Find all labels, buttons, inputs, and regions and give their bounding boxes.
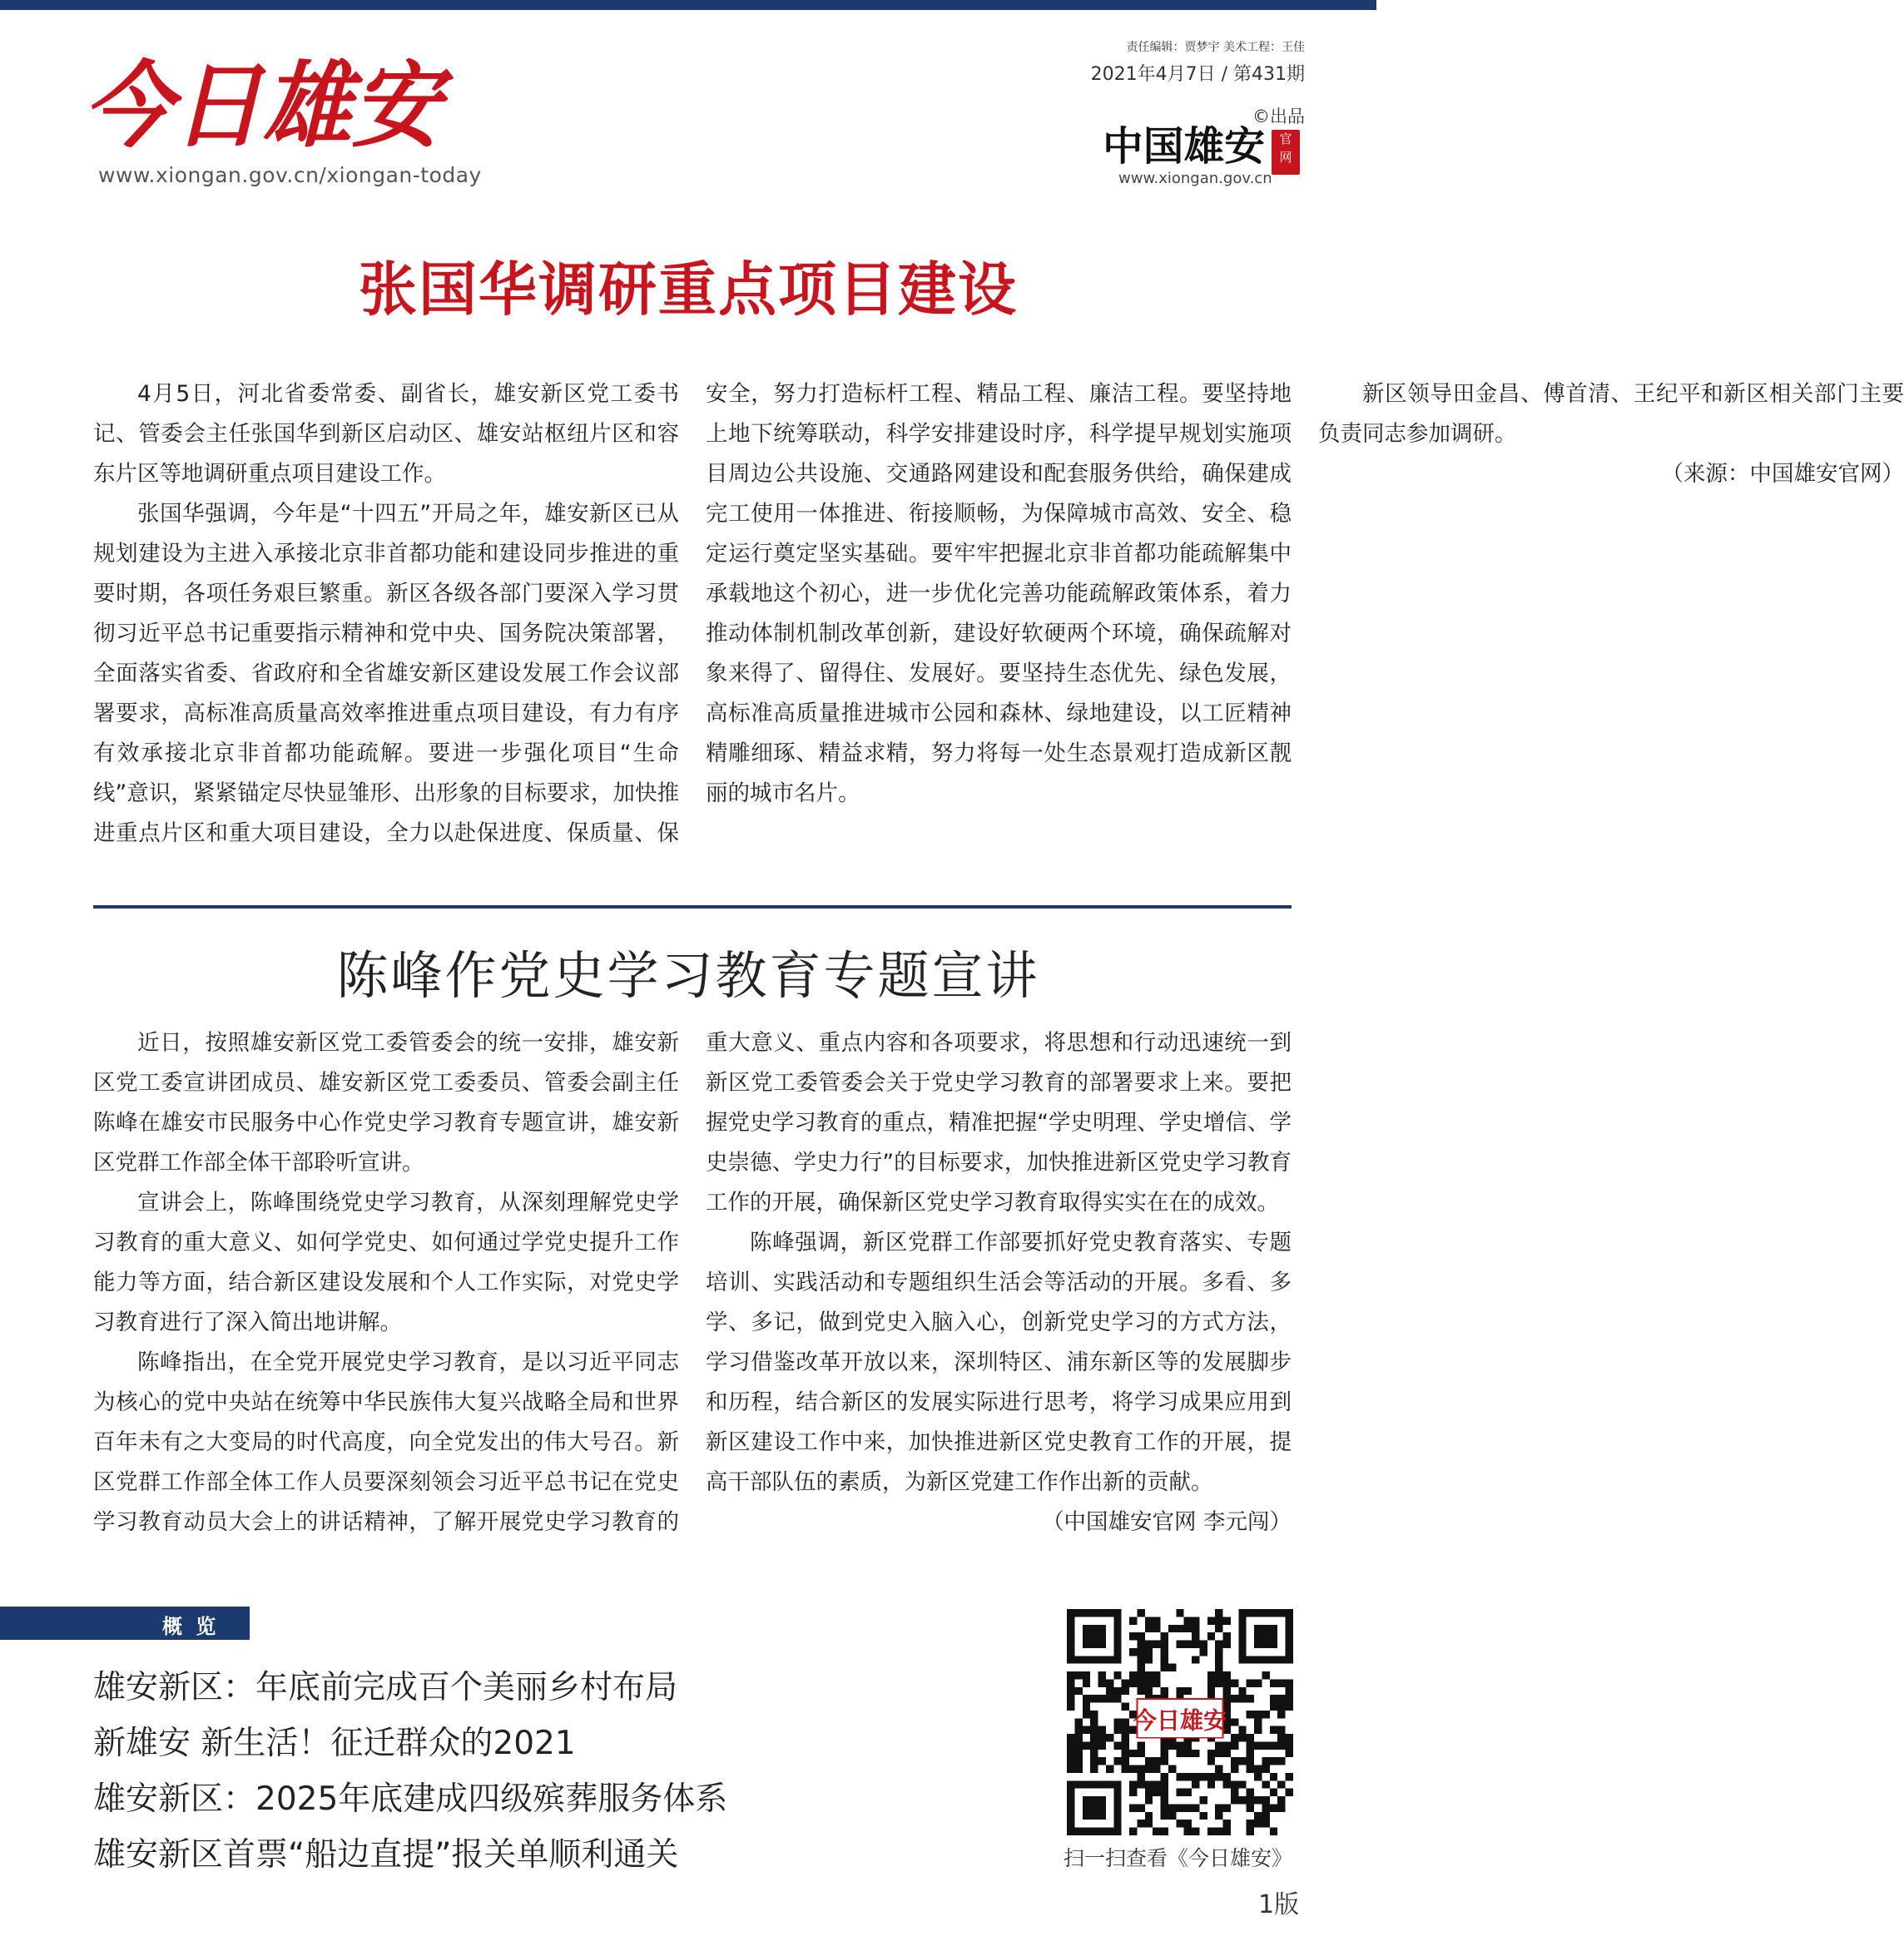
overview-item[interactable]: 雄安新区首票“船边直提”报关单顺利通关 (93, 1836, 679, 1874)
overview-item[interactable]: 新雄安 新生活！征迁群众的2021 (93, 1725, 576, 1762)
article2-headline: 陈峰作党史学习教育专题宣讲 (336, 945, 1040, 1006)
article2-paragraph: 陈峰强调，新区党群工作部要抓好党史教育落实、专题培训、实践活动和专题组织生活会等活动的开展。多看、多学、多记，做到党史入脑入心，创新党史学习的方式方法，学习借鉴改革开放以来，深圳特区、浦东新区等的发展脚步和历程，结合新区的发展实际进行思考，将学习成果应用到新区建设工作中来，加快推进新区党史教育工作的开展，提高干部队伍的素质，为新区党建工作作出新的贡献。 (706, 1230, 1292, 1495)
article1-headline: 张国华调研重点项目建设 (359, 255, 1018, 324)
overview-item[interactable]: 雄安新区：2025年底建成四级殡葬服务体系 (93, 1780, 728, 1818)
article2-paragraph: 陈峰指出，在全党开展党史学习教育，是以习近平同志为核心的党中央站在统筹中华民族伟大复兴战略全局和世界百年未有之大变局的时代高度，向全党发出的伟大号召。新区党群工作部全体工作人员要深刻领会习近平总书记在党史学习教育动员大会上的讲话精神，了解开展党史学习教育的重大意义、重点内容和各项要求，将思想和行动迅速统一到新区党工委管委会关于党史学习教育的部署要求上来。要把握党史学习教育的重点，精准把握“学史明理、学史增信、学史崇德、学史力行”的目标要求，加快推进新区党史学习教育工作的开展，确保新区党史学习教育取得实实在在的成效。 (93, 1030, 1292, 1535)
overview-label: 概 览 (162, 1615, 220, 1638)
qr-caption: 扫一扫查看《今日雄安》 (1064, 1846, 1293, 1870)
section-divider (93, 905, 1292, 909)
official-seal-icon (1272, 130, 1300, 175)
article2-paragraph: 近日，按照雄安新区党工委管委会的统一安排，雄安新区党工委宣讲团成员、雄安新区党工委委员、管委会副主任陈峰在雄安市民服务中心作党史学习教育专题宣讲，雄安新区党群工作部全体干部聆听宣讲。 (93, 1030, 679, 1176)
seal-char-1: 官 (1279, 131, 1292, 146)
publisher-url: www.xiongan.gov.cn (1118, 170, 1272, 187)
article2-body (93, 1023, 1292, 1572)
produced-by: ©出品 (1252, 106, 1305, 126)
qr-code[interactable] (1067, 1609, 1293, 1835)
top-color-bar (0, 0, 1376, 10)
article1-body (93, 374, 1904, 874)
overview-item[interactable]: 雄安新区：年底前完成百个美丽乡村布局 (93, 1669, 678, 1706)
seal-char-2: 网 (1279, 150, 1292, 165)
article1-paragraph: 张国华强调，今年是“十四五”开局之年，雄安新区已从规划建设为主进入承接北京非首都功能和建设同步推进的重要时期，各项任务艰巨繁重。新区各级各部门要深入学习贯彻习近平总书记重要指示精神和党中央、国务院决策部署，全面落实省委、省政府和全省雄安新区建设发展工作会议部署要求，高标准高质量高效率推进重点项目建设，有力有序有效承接北京非首都功能疏解。要进一步强化项目“生命线”意识，紧紧锚定尽快显雏形、出形象的目标要求，加快推进重点片区和重大项目建设，全力以赴保进度、保质量、保安全，努力打造标杆工程、精品工程、廉洁工程。要坚持地上地下统筹联动，科学安排建设时序，科学提早规划实施项目周边公共设施、交通路网建设和配套服务供给，确保建成完工使用一体推进、衔接顺畅，为保障城市高效、安全、稳定运行奠定坚实基础。要牢牢把握北京非首都功能疏解集中承载地这个初心，进一步优化完善功能疏解政策体系，着力推动体制机制改革创新，建设好软硬两个环境，确保疏解对象来得了、留得住、发展好。要坚持生态优先、绿色发展，高标准高质量推进城市公园和森林、绿地建设，以工匠精神精雕细琢、精益求精，努力将每一处生态景观打造成新区靓丽的城市名片。 (93, 381, 1292, 846)
article2-source: （中国雄安官网 李元闯） (1042, 1509, 1292, 1535)
issue-date: 2021年4月7日 / 第431期 (1090, 64, 1305, 85)
editor-credits: 责任编辑：贾梦宇 美术工程：王佳 (1126, 41, 1305, 54)
article1-paragraph: 4月5日，河北省委常委、副省长，雄安新区党工委书记、管委会主任张国华到新区启动区、雄安站枢纽片区和容东片区等地调研重点项目建设工作。 (93, 381, 679, 487)
article1-paragraph: 新区领导田金昌、傅首清、王纪平和新区相关部门主要负责同志参加调研。 (1318, 381, 1904, 447)
article2-paragraph: 宣讲会上，陈峰围绕党史学习教育，从深刻理解党史学习教育的重大意义、如何学党史、如何通过学党史提升工作能力等方面，结合新区建设发展和个人工作实际，对党史学习教育进行了深入简出地讲解。 (93, 1190, 679, 1335)
overview-list (93, 1660, 727, 1883)
article1-source: （来源：中国雄安官网） (1661, 461, 1904, 487)
publisher-logo-text: 中国雄安 (1103, 123, 1265, 170)
masthead-url: www.xiongan.gov.cn/xiongan-today (98, 163, 482, 187)
page-number: 1版 (1258, 1890, 1300, 1919)
masthead-title: 今日雄安 (83, 52, 455, 161)
qr-center-label: 今日雄安 (1133, 1706, 1227, 1735)
masthead-logo (83, 40, 455, 165)
